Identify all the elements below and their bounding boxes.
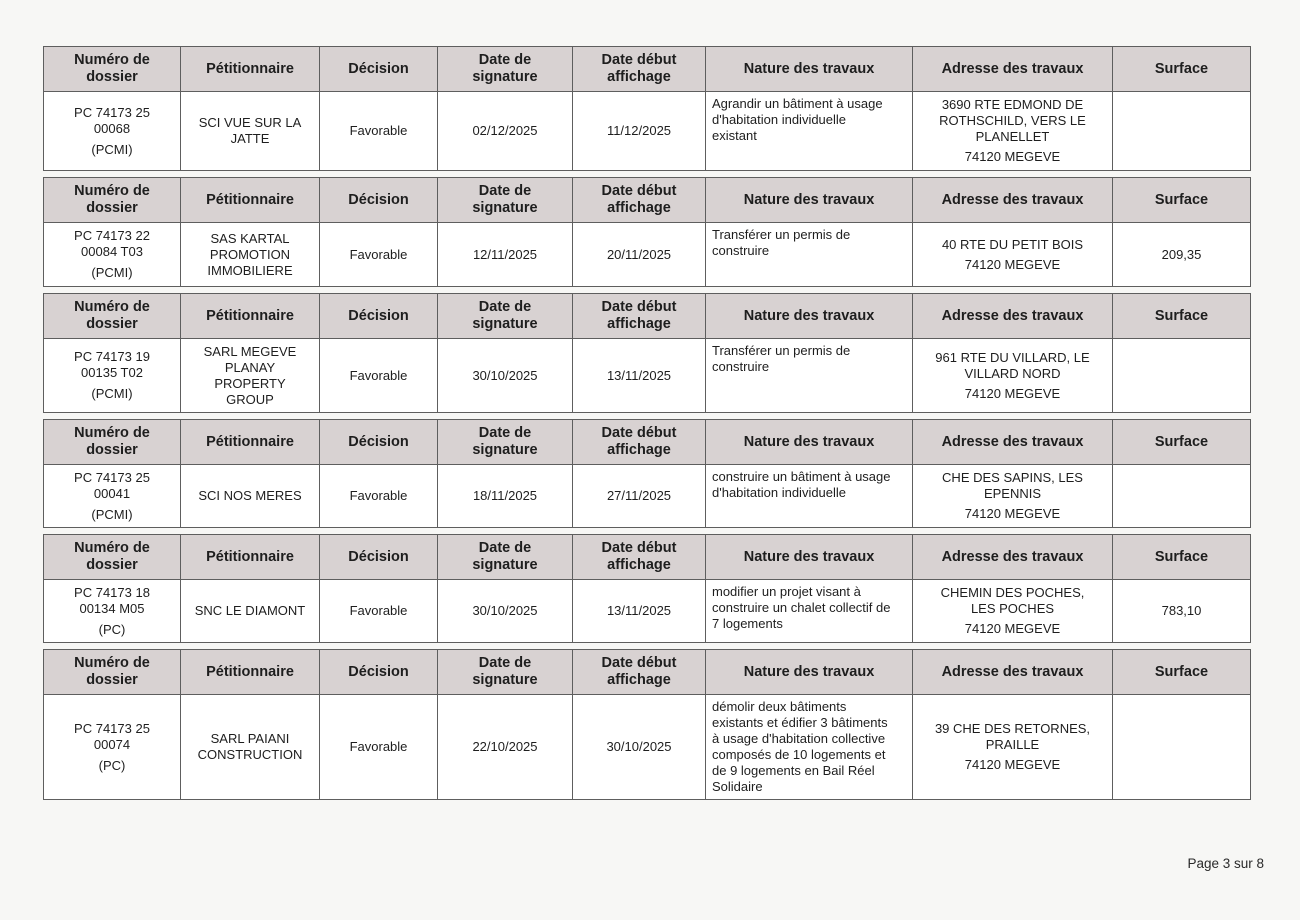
cell-dossier: [44, 580, 181, 643]
cell-adresse: [913, 580, 1113, 643]
cell-adresse: [913, 465, 1113, 528]
header-adresse: Adresse des travaux: [913, 47, 1113, 92]
permit-records: [43, 46, 1252, 806]
header-dossier: Numéro de dossier: [44, 294, 181, 339]
header-affichage: Date début affichage: [573, 650, 706, 695]
header-signature: Date de signature: [438, 294, 573, 339]
cell-nature: Transférer un permis de construire: [706, 339, 913, 413]
cell-signature: 22/10/2025: [438, 695, 573, 800]
address-street: 40 RTE DU PETIT BOIS: [941, 236, 1084, 252]
header-signature: Date de signature: [438, 650, 573, 695]
cell-dossier: [44, 223, 181, 287]
address-street: CHEMIN DES POCHES, LES POCHES: [940, 585, 1085, 616]
header-row: [44, 178, 1251, 223]
cell-nature: Transférer un permis de construire: [706, 223, 913, 287]
header-surface: Surface: [1113, 47, 1251, 92]
cell-adresse: [913, 92, 1113, 171]
header-affichage: Date début affichage: [573, 420, 706, 465]
cell-decision: Favorable: [320, 465, 438, 528]
header-signature: Date de signature: [438, 178, 573, 223]
header-adresse: Adresse des travaux: [913, 535, 1113, 580]
data-row: [44, 580, 1251, 643]
cell-petitionnaire: SCI VUE SUR LA JATTE: [181, 92, 320, 171]
cell-dossier: [44, 695, 181, 800]
cell-nature: Agrandir un bâtiment à usage d'habitation individuelle existant: [706, 92, 913, 171]
cell-decision: Favorable: [320, 223, 438, 287]
header-surface: Surface: [1113, 294, 1251, 339]
address-street: 39 CHE DES RETORNES, PRAILLE: [934, 721, 1091, 752]
cell-adresse: [913, 223, 1113, 287]
dossier-number: PC 74173 25 00041: [74, 469, 150, 501]
cell-petitionnaire: SARL MEGEVE PLANAY PROPERTY GROUP: [181, 339, 320, 413]
permit-record: [43, 419, 1251, 528]
header-decision: Décision: [320, 47, 438, 92]
header-petitionnaire: Pétitionnaire: [181, 420, 320, 465]
cell-surface: [1113, 695, 1251, 800]
header-adresse: Adresse des travaux: [913, 420, 1113, 465]
dossier-type: (PCMI): [91, 265, 133, 280]
cell-decision: Favorable: [320, 92, 438, 171]
header-petitionnaire: Pétitionnaire: [181, 178, 320, 223]
header-affichage: Date début affichage: [573, 535, 706, 580]
cell-affichage: 30/10/2025: [573, 695, 706, 800]
dossier-type: (PCMI): [91, 141, 133, 157]
cell-signature: 18/11/2025: [438, 465, 573, 528]
cell-petitionnaire: SARL PAIANI CONSTRUCTION: [181, 695, 320, 800]
cell-affichage: 13/11/2025: [573, 580, 706, 643]
header-dossier: Numéro de dossier: [44, 178, 181, 223]
dossier-number: PC 74173 19 00135 T02: [74, 349, 150, 380]
header-decision: Décision: [320, 178, 438, 223]
dossier-number: PC 74173 18 00134 M05: [74, 584, 150, 616]
header-nature: Nature des travaux: [706, 535, 913, 580]
cell-surface: 209,35: [1113, 223, 1251, 287]
page-number: Page 3 sur 8: [1187, 856, 1264, 871]
address-street: CHE DES SAPINS, LES EPENNIS: [942, 470, 1083, 501]
address-city: 74120 MEGEVE: [964, 149, 1061, 164]
cell-signature: 30/10/2025: [438, 580, 573, 643]
cell-affichage: 20/11/2025: [573, 223, 706, 287]
dossier-type: (PC): [98, 757, 126, 773]
cell-nature: modifier un projet visant à construire un chalet collectif de 7 logements: [706, 580, 913, 643]
header-row: [44, 420, 1251, 465]
cell-nature: construire un bâtiment à usage d'habitation individuelle: [706, 465, 913, 528]
cell-surface: 783,10: [1113, 580, 1251, 643]
header-surface: Surface: [1113, 535, 1251, 580]
permit-record: [43, 293, 1251, 413]
header-surface: Surface: [1113, 178, 1251, 223]
header-signature: Date de signature: [438, 47, 573, 92]
cell-petitionnaire: SNC LE DIAMONT: [181, 580, 320, 643]
data-row: [44, 339, 1251, 413]
dossier-number: PC 74173 25 00068: [74, 104, 150, 136]
header-decision: Décision: [320, 650, 438, 695]
header-nature: Nature des travaux: [706, 47, 913, 92]
header-signature: Date de signature: [438, 535, 573, 580]
cell-signature: 02/12/2025: [438, 92, 573, 171]
header-nature: Nature des travaux: [706, 294, 913, 339]
cell-surface: [1113, 465, 1251, 528]
address-city: 74120 MEGEVE: [964, 256, 1061, 272]
header-affichage: Date début affichage: [573, 47, 706, 92]
data-row: [44, 92, 1251, 171]
header-petitionnaire: Pétitionnaire: [181, 47, 320, 92]
cell-decision: Favorable: [320, 339, 438, 413]
header-dossier: Numéro de dossier: [44, 535, 181, 580]
header-surface: Surface: [1113, 650, 1251, 695]
header-nature: Nature des travaux: [706, 178, 913, 223]
address-city: 74120 MEGEVE: [964, 757, 1061, 772]
cell-adresse: [913, 695, 1113, 800]
address-street: 961 RTE DU VILLARD, LE VILLARD NORD: [935, 349, 1090, 381]
header-decision: Décision: [320, 294, 438, 339]
cell-affichage: 11/12/2025: [573, 92, 706, 171]
header-row: [44, 650, 1251, 695]
address-city: 74120 MEGEVE: [964, 621, 1061, 636]
cell-petitionnaire: SCI NOS MERES: [181, 465, 320, 528]
header-row: [44, 47, 1251, 92]
cell-nature: démolir deux bâtiments existants et édifier 3 bâtiments à usage d'habitation collective composés de 10 logements et de 9 logements en Bail Réel Solidaire: [706, 695, 913, 800]
cell-decision: Favorable: [320, 695, 438, 800]
address-street: 3690 RTE EDMOND DE ROTHSCHILD, VERS LE PLANELLET: [939, 97, 1086, 144]
dossier-number: PC 74173 25 00074: [74, 720, 150, 752]
header-dossier: Numéro de dossier: [44, 420, 181, 465]
header-affichage: Date début affichage: [573, 294, 706, 339]
cell-dossier: [44, 92, 181, 171]
address-city: 74120 MEGEVE: [964, 385, 1061, 401]
header-dossier: Numéro de dossier: [44, 47, 181, 92]
header-decision: Décision: [320, 420, 438, 465]
header-petitionnaire: Pétitionnaire: [181, 650, 320, 695]
dossier-number: PC 74173 22 00084 T03: [74, 228, 150, 259]
header-row: [44, 294, 1251, 339]
dossier-type: (PCMI): [91, 386, 133, 401]
header-nature: Nature des travaux: [706, 650, 913, 695]
header-adresse: Adresse des travaux: [913, 650, 1113, 695]
header-decision: Décision: [320, 535, 438, 580]
permit-record: [43, 46, 1251, 171]
address-city: 74120 MEGEVE: [964, 506, 1061, 521]
cell-affichage: 13/11/2025: [573, 339, 706, 413]
cell-surface: [1113, 339, 1251, 413]
header-petitionnaire: Pétitionnaire: [181, 535, 320, 580]
header-signature: Date de signature: [438, 420, 573, 465]
header-surface: Surface: [1113, 420, 1251, 465]
cell-dossier: [44, 339, 181, 413]
header-nature: Nature des travaux: [706, 420, 913, 465]
cell-dossier: [44, 465, 181, 528]
data-row: [44, 695, 1251, 800]
permit-record: [43, 534, 1251, 643]
dossier-type: (PCMI): [91, 506, 133, 522]
cell-surface: [1113, 92, 1251, 171]
cell-signature: 12/11/2025: [438, 223, 573, 287]
dossier-type: (PC): [98, 621, 126, 637]
permit-record: [43, 177, 1251, 287]
cell-adresse: [913, 339, 1113, 413]
header-adresse: Adresse des travaux: [913, 294, 1113, 339]
header-row: [44, 535, 1251, 580]
permit-record: [43, 649, 1251, 800]
cell-signature: 30/10/2025: [438, 339, 573, 413]
data-row: [44, 465, 1251, 528]
cell-affichage: 27/11/2025: [573, 465, 706, 528]
cell-petitionnaire: SAS KARTAL PROMOTION IMMOBILIERE: [181, 223, 320, 287]
header-adresse: Adresse des travaux: [913, 178, 1113, 223]
header-petitionnaire: Pétitionnaire: [181, 294, 320, 339]
header-affichage: Date début affichage: [573, 178, 706, 223]
data-row: [44, 223, 1251, 287]
cell-decision: Favorable: [320, 580, 438, 643]
header-dossier: Numéro de dossier: [44, 650, 181, 695]
